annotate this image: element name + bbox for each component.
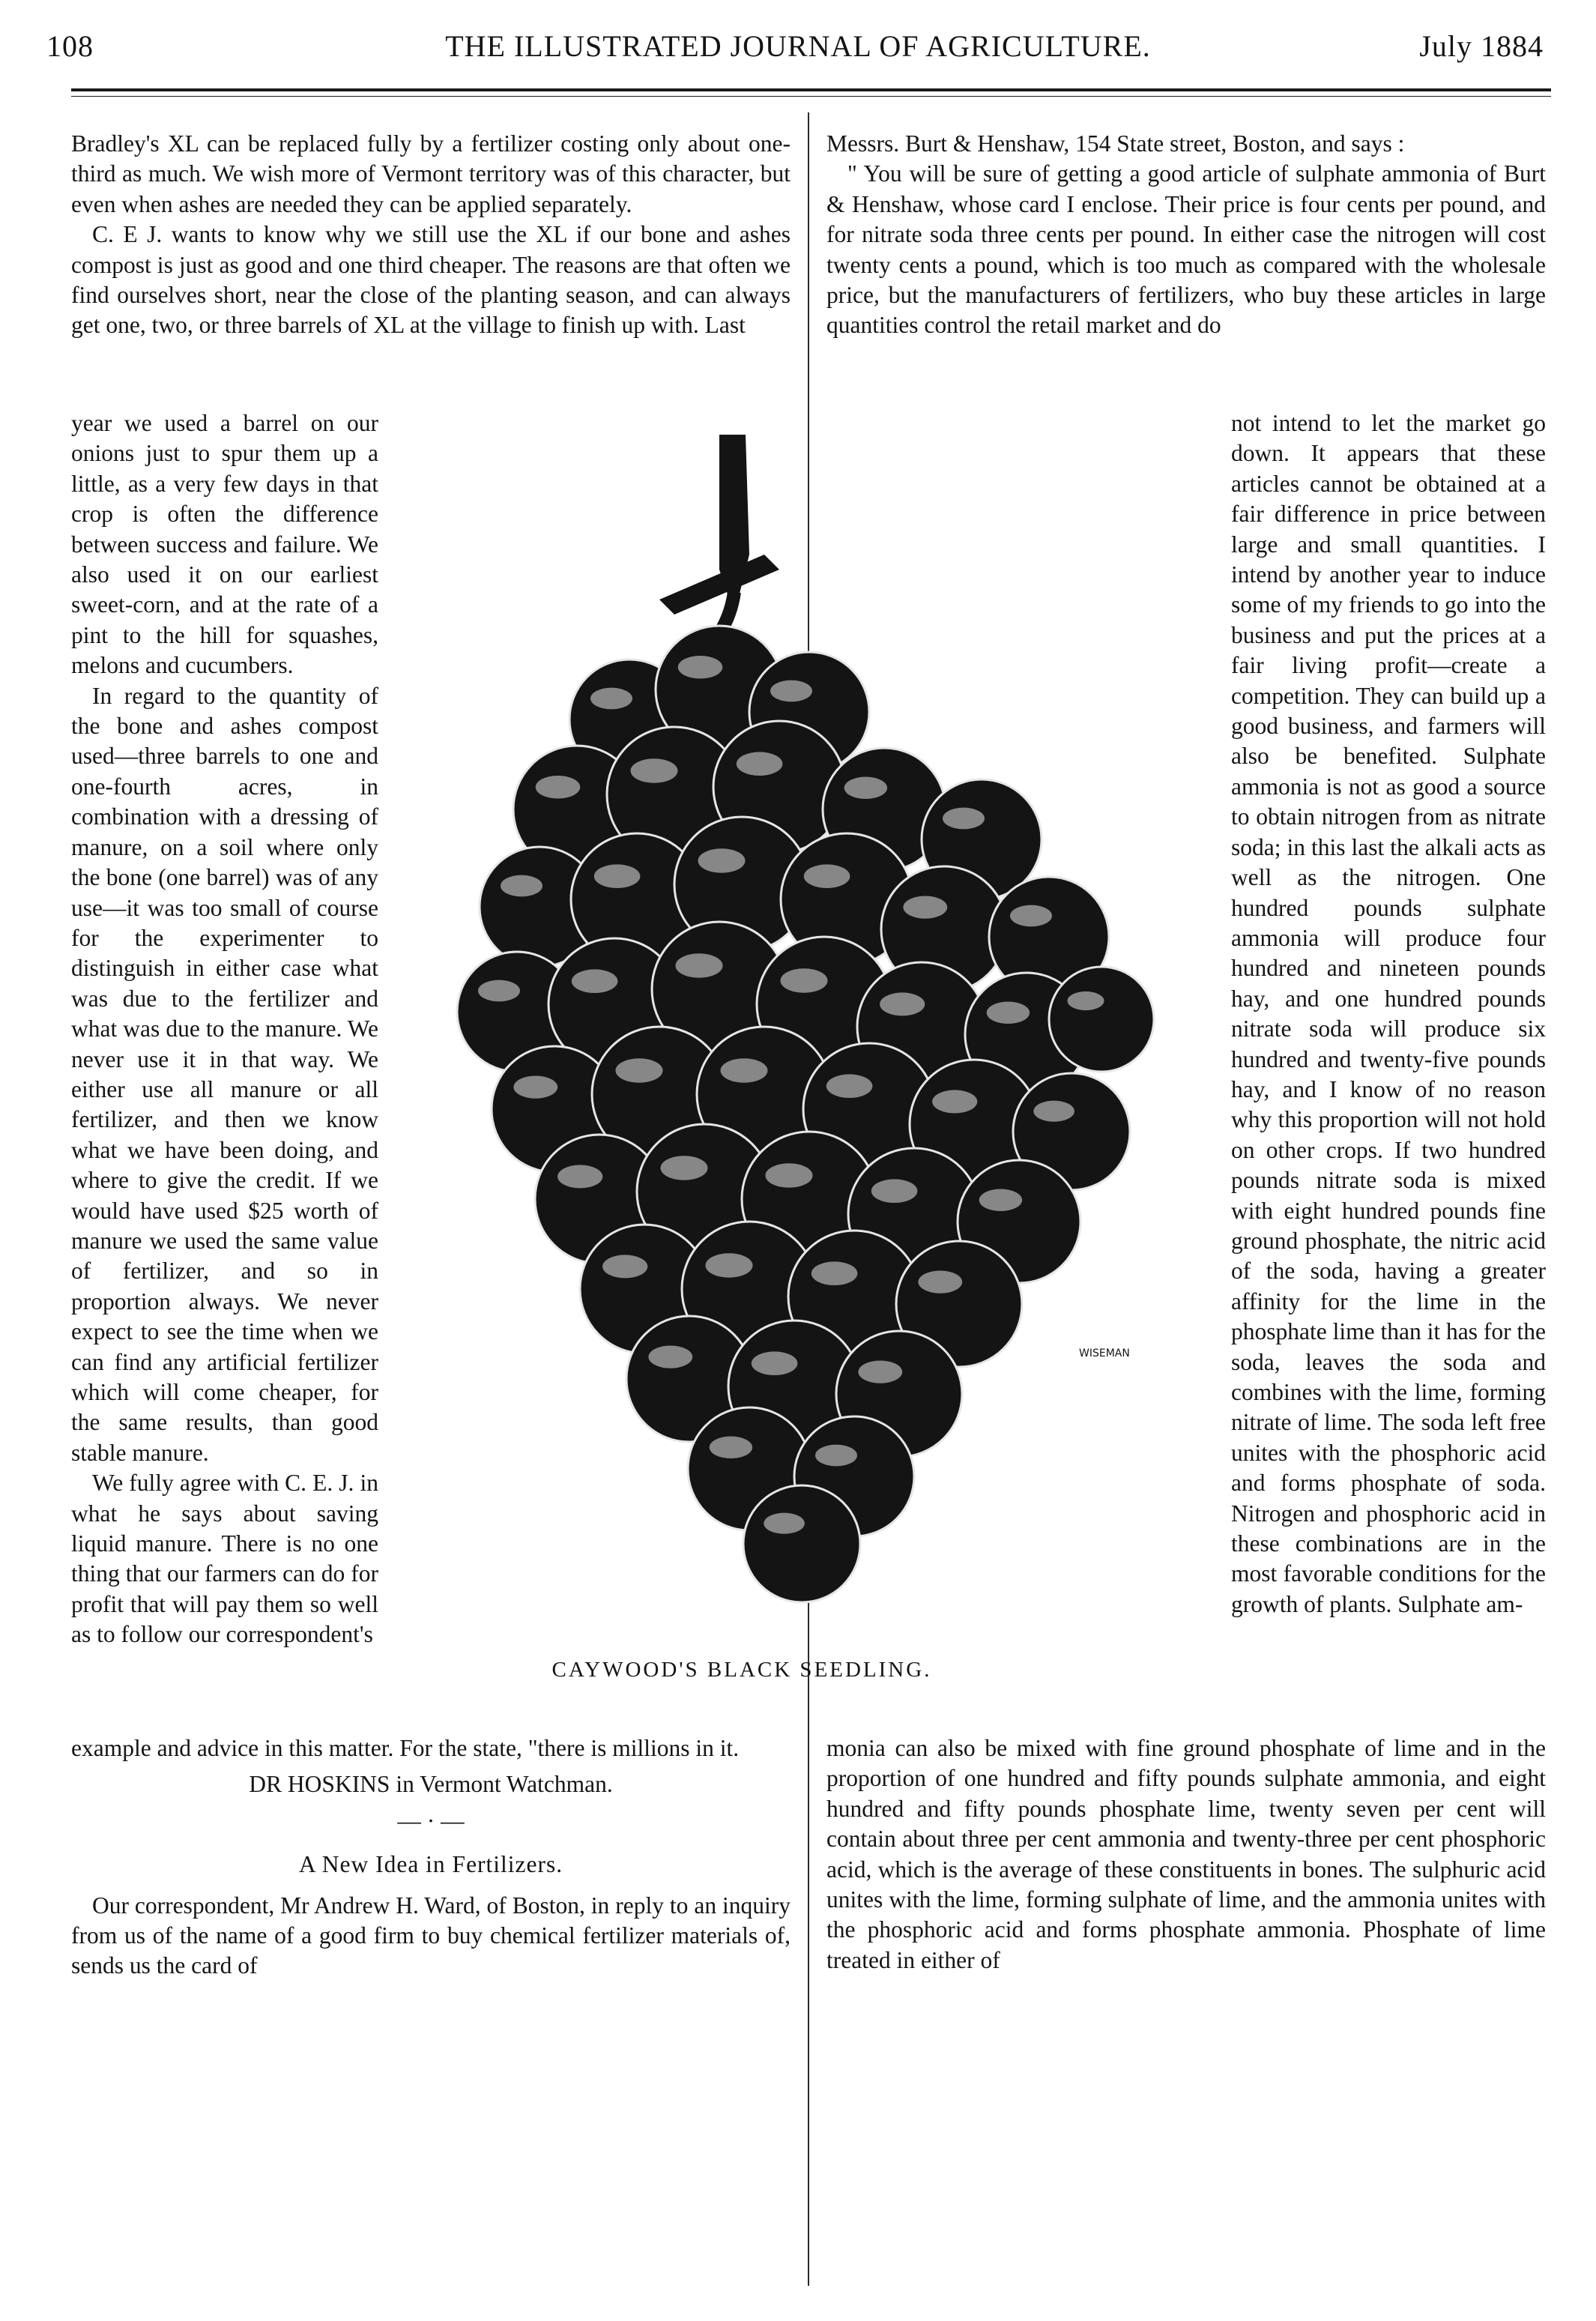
- page-number: 108: [46, 29, 94, 63]
- right-column-top: [826, 129, 1546, 341]
- header-rule-thin: [71, 96, 1551, 97]
- grape-highlight: [590, 688, 632, 710]
- grape-highlight: [1010, 905, 1052, 927]
- grape-highlight: [1068, 992, 1104, 1010]
- grape-highlight: [572, 969, 618, 993]
- grape-highlight: [676, 953, 723, 977]
- grape-highlight: [804, 864, 850, 888]
- left-paragraph-4: We fully agree with C. E. J. in what he says about saving liquid manure. There is no one thing that our farmers can do for profit that will pay them so well as to follow our correspondent's: [71, 1470, 378, 1648]
- article-title: A New Idea in Fertilizers.: [298, 1851, 563, 1878]
- grape-highlight: [943, 808, 985, 830]
- right-column-bottom: [826, 1733, 1546, 1976]
- article-signature: DR HOSKINS in Vermont Watchman.: [249, 1771, 613, 1798]
- grape-highlight: [781, 968, 828, 992]
- grape-highlight: [815, 1445, 857, 1467]
- right-paragraph-1: Messrs. Burt & Henshaw, 154 State street, Boston, and says :: [826, 130, 1405, 157]
- grape-highlight: [478, 980, 520, 1002]
- grape-highlight: [979, 1189, 1022, 1212]
- grape-highlight: [661, 1156, 708, 1180]
- grape-highlight: [918, 1270, 962, 1293]
- grape-highlight: [501, 875, 542, 897]
- journal-title: THE ILLUSTRATED JOURNAL OF AGRICULTURE.: [445, 29, 1151, 63]
- grape-highlight: [764, 1513, 805, 1534]
- grape-highlight: [536, 776, 581, 799]
- grape-berry: [743, 1485, 860, 1602]
- grape-highlight: [871, 1179, 918, 1203]
- grape-highlight: [811, 1261, 858, 1285]
- left-paragraph-5: Our correspondent, Mr Andrew H. Ward, of Boston, in reply to an inquiry from us of the name of a good firm to buy chemical fertilizer materials of, sends us the card of: [71, 1892, 791, 1979]
- grape-highlight: [594, 864, 641, 888]
- grape-highlight: [932, 1090, 977, 1113]
- grape-highlight: [737, 752, 783, 776]
- grape-highlight: [706, 1253, 753, 1277]
- grape-highlight: [678, 656, 723, 679]
- issue-date: July 1884: [1419, 29, 1544, 63]
- grape-highlight: [698, 848, 746, 872]
- left-paragraph-1: Bradley's XL can be replaced fully by a fertilizer costing only about one-third as much. We wish more of Vermont territory was of this character, but even when ashes are needed they can be applied separately.: [71, 130, 791, 217]
- left-paragraph-2-cont: year we used a barrel on our onions just to spur them up a little, as a very few days in that crop is often the difference between success and failure. We also used it on our earliest sweet-corn, and at the rate of a pint to the hill for squashes, melons and cucumbers.: [71, 410, 378, 679]
- grape-berry: [1049, 967, 1154, 1072]
- grape-highlight: [844, 777, 887, 800]
- left-column-top: [71, 129, 791, 341]
- grape-highlight: [987, 1002, 1030, 1024]
- grape-highlight: [880, 992, 925, 1015]
- grape-highlight: [721, 1058, 768, 1082]
- grape-highlight: [513, 1075, 557, 1098]
- right-quote-narrow: not intend to let the market go down. It appears that these articles cannot be obtained at a fair difference in price between large and small quantities. I intend by another year to induce some of my friends to go into the business and put the prices at a fair living profit—create a competition. They can build up a good business, and farmers will also be benefited. Sulphate ammonia is not as good a source to obtain nitrogen from as nitrate soda; in this last the alkali acts as well as the nitrogen. One hundred pounds sulphate ammonia will produce four hundred and nineteen pounds hay, and one hundred pounds nitrate soda will produce six hundred and twenty-five pounds hay, and I know of no reason why this proportion will not hold on other crops. If two hundred pounds nitrate soda is mixed with eight hundred pounds fine ground phosphate, the nitric acid of the soda, having a greater affinity for the lime in the phosphate lime than it has for the soda, leaves the soda and combines with the lime, forming nitrate of lime. The soda left free unites with the phosphoric acid and forms phosphate of soda. Nitrogen and phosphoric acid in these combinations are in the most favorable conditions for the growth of plants. Sulphate am-: [1231, 410, 1546, 1617]
- grape-berries: [457, 626, 1154, 1602]
- grape-highlight: [858, 1360, 902, 1383]
- grape-highlight: [826, 1074, 873, 1098]
- grape-highlight: [648, 1345, 692, 1368]
- grape-highlight: [766, 1163, 813, 1187]
- left-paragraph-2: C. E J. wants to know why we still use the XL if our bone and ashes compost is just as good and one third cheaper. The reasons are that often we find ourselves short, near the close of the planting season, and can always get one, two, or three barrels of XL at the village to finish up with. Last: [71, 221, 791, 339]
- engraver-mark: WISEMAN: [1079, 1347, 1130, 1359]
- left-column-narrow: [71, 408, 378, 1650]
- grape-highlight: [770, 680, 812, 702]
- grape-highlight: [752, 1351, 798, 1375]
- grape-highlight: [1033, 1101, 1074, 1122]
- grape-highlight: [631, 758, 678, 782]
- left-paragraph-3: In regard to the quantity of the bone and ashes compost used—three barrels to one and one-fourth acres, in combination with a dressing of manure, on a soil where only the bone (one barrel) was of any use—it was too small of course for the experimenter to distinguish in either case what was due to the fertilizer and what was due to the manure. We never use it in that way. We either use all manure or all fertilizer, and then we know what we have been doing, and where to give the credit. If we would have used $25 worth of manure we used the same value of fertilizer, and so in proportion always. We never expect to see the time when we can find any artificial fertilizer which will come cheaper, for the same results, than good stable manure.: [71, 682, 378, 1466]
- grape-highlight: [710, 1437, 752, 1459]
- illustration-caption: CAYWOOD'S BLACK SEEDLING.: [551, 1658, 932, 1682]
- right-quote-end: monia can also be mixed with fine ground phosphate of lime and in the proportion of one hundred and fifty pounds sulphate ammonia, and eight hundred and fifty pounds phosphate lime, twenty seven per cent will contain about three per cent ammonia and twenty-three per cent phosphoric acid, which is the average of these constituents in bones. The sulphuric acid unites with the lime, forming sulphate of lime, and the ammonia unites with the phosphoric acid and forms phosphate ammonia. Phosphate of lime treated in either of: [826, 1735, 1546, 1973]
- left-column-bottom: [71, 1733, 791, 1982]
- right-column-narrow: [1231, 408, 1546, 1620]
- grape-highlight: [557, 1165, 602, 1188]
- grape-highlight: [616, 1058, 663, 1082]
- header-rule: [71, 88, 1551, 91]
- article-separator: — · —: [397, 1807, 465, 1834]
- grape-highlight: [602, 1255, 647, 1278]
- grape-cluster-illustration: [405, 420, 1244, 1649]
- left-paragraph-4-cont: example and advice in this matter. For the state, "there is millions in it.: [71, 1735, 740, 1761]
- right-quote-start: " You will be sure of getting a good article of sulphate ammonia of Burt & Henshaw, whose card I enclose. Their price is four cents per pound, and for nitrate soda three cents per pound. In either case the nitrogen will cost twenty cents a pound, which is too much as compared with the wholesale price, but the manufacturers of fertilizers, who buy these articles in large quantities control the retail market and do: [826, 160, 1546, 339]
- grape-highlight: [903, 896, 947, 918]
